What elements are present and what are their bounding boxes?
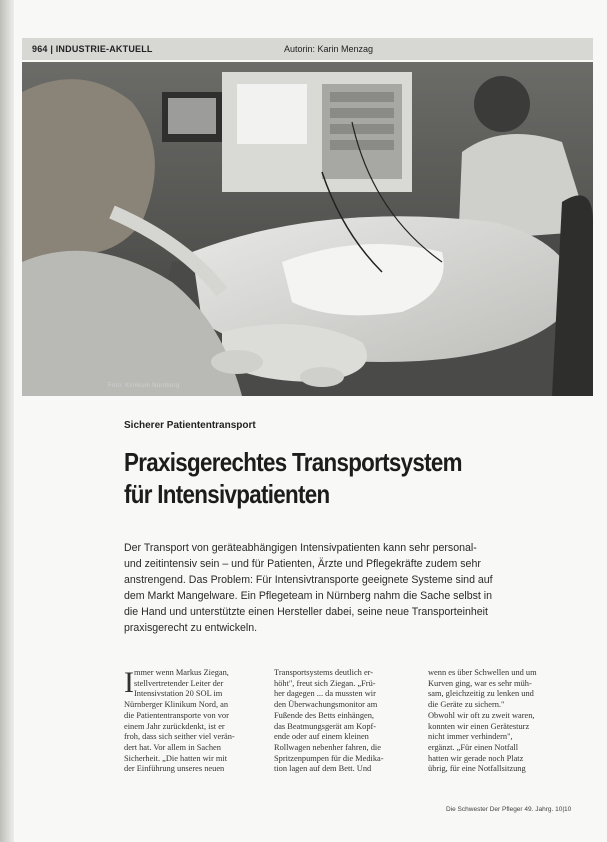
article-intro [124, 540, 574, 636]
icu-scene-image [22, 62, 593, 396]
body-line: ende oder auf einem kleinen [274, 732, 369, 742]
page-header [22, 38, 593, 60]
body-line: der Einführung unseres neuen [124, 764, 225, 774]
body-line: wenn es über Schwellen und um [428, 668, 537, 677]
body-line: ergänzt. „Für einen Notfall [428, 742, 519, 752]
body-line: den Überwachungsmonitor am [274, 700, 378, 710]
body-line: her dagegen ... da mussten wir [274, 689, 376, 699]
body-line: sam, gleichzeitig zu lenken und [428, 689, 534, 699]
article-title [124, 446, 502, 510]
body-column-3 [428, 668, 570, 775]
body-line: stellvertretender Leiter der [134, 678, 224, 688]
body-line: dert hat. Vor allem in Sachen [124, 742, 221, 752]
intro-line: anstrengend. Das Problem: Für Intensivtransporte geeignete Systeme sind auf [124, 574, 493, 586]
photo-credit: Foto: Klinikum Nürnberg [108, 383, 180, 389]
drop-cap: I [124, 666, 134, 699]
page-section-label: 964 | INDUSTRIE-AKTUELL [32, 44, 153, 54]
intro-line: Der Transport von geräteabhängigen Intensivpatienten kann sehr personal- [124, 542, 477, 554]
body-line: konnten wir einen Gerätesturz [428, 721, 530, 731]
body-line: einem Jahr zurückdenkt, ist er [124, 721, 225, 731]
body-line: Nürnberger Klinikum Nord, an [124, 700, 229, 710]
body-line: Transportsystems deutlich er- [274, 668, 374, 677]
title-line: Praxisgerechtes Transportsystem [124, 447, 462, 477]
intro-line: die Hand und unterstützte einen Hersteller dabei, seine neue Transporteinheit [124, 606, 488, 618]
body-line: Kurven ging, war es sehr müh- [428, 678, 532, 688]
body-line: tion lagen auf dem Bett. Und [274, 764, 372, 774]
article-kicker: Sicherer Patiententransport [124, 420, 256, 431]
intro-line: dem Markt Mangelware. Ein Pflegeteam in Nürnberg nahm die Sache selbst in [124, 590, 493, 602]
page-footer: Die Schwester Der Pfleger 49. Jahrg. 10|10 [446, 806, 572, 813]
title-line: für Intensivpatienten [124, 479, 330, 509]
body-line: übrig, für eine Notfallsitzung [428, 764, 526, 774]
body-line: hatten wir gerade noch Platz [428, 753, 524, 763]
body-line: Intensivstation 20 SOL im [134, 689, 223, 699]
body-line: Obwohl wir oft zu zweit waren, [428, 710, 535, 720]
body-line: nicht immer verhindern", [428, 732, 513, 742]
intro-line: praxisgerecht zu entwickeln. [124, 622, 258, 634]
article-photo [22, 62, 593, 396]
body-line: die Patiententransporte von vor [124, 710, 229, 720]
body-line: höht", freut sich Ziegan. „Frü- [274, 678, 376, 688]
body-line: froh, dass sich seither viel verän- [124, 732, 235, 742]
body-line: Rollwagen nebenher fahren, die [274, 742, 381, 752]
body-column-1 [124, 668, 266, 775]
body-line: das Beatmungsgerät am Kopf- [274, 721, 377, 731]
body-line: Sicherheit. „Die hatten wir mit [124, 753, 228, 763]
body-line: die Geräte zu sichern." [428, 700, 505, 710]
body-line: mmer wenn Markus Ziegan, [134, 668, 229, 677]
body-column-2 [274, 668, 416, 775]
author-label: Autorin: Karin Menzag [284, 44, 374, 54]
intro-line: und zeitintensiv sein – und für Patienten, Ärzte und Pflegekräfte zudem sehr [124, 558, 481, 570]
body-line: Fußende des Betts einhängen, [274, 710, 375, 720]
body-line: Spritzenpumpen für die Medika- [274, 753, 384, 763]
